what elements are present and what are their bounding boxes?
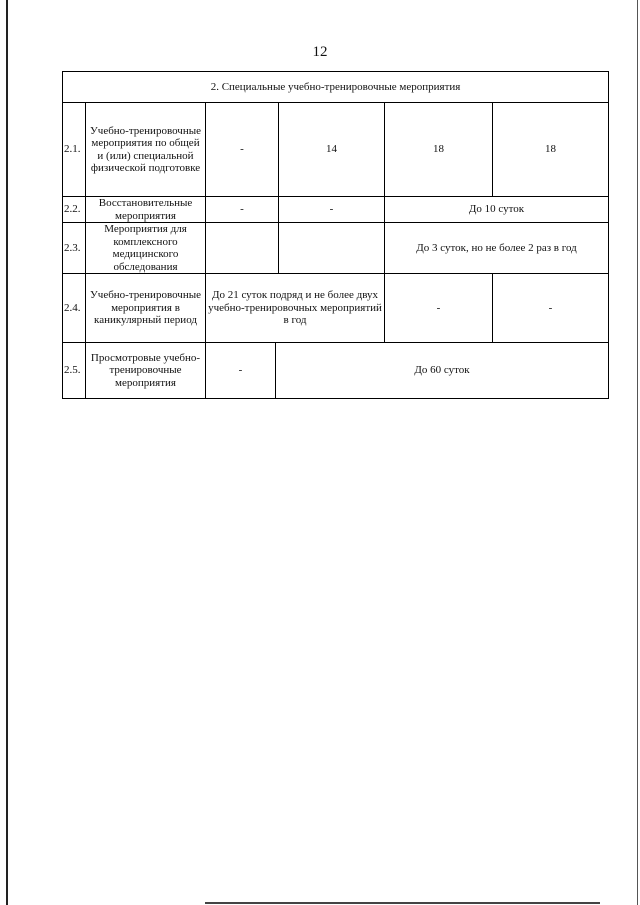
event-name: Мероприятия для комплексного медицинского обследования [86, 223, 206, 274]
training-events-table [62, 71, 609, 399]
table-cell: До 60 суток [276, 343, 609, 399]
section-header-row [63, 72, 609, 103]
row-number: 2.1. [63, 103, 86, 197]
table-cell: - [206, 343, 276, 399]
table-cell: До 21 суток подряд и не более двух учебно-тренировочных мероприятий в год [206, 274, 385, 343]
row-number: 2.3. [63, 223, 86, 274]
event-name: Учебно-тренировочные мероприятия в каникулярный период [86, 274, 206, 343]
table-cell: - [385, 274, 493, 343]
table-cell: 18 [385, 103, 493, 197]
table-cell: - [493, 274, 609, 343]
table-cell: - [206, 197, 279, 223]
page-number: 12 [312, 44, 328, 60]
table-cell: 18 [493, 103, 609, 197]
event-name: Просмотровые учебно-тренировочные мероприятия [86, 343, 206, 399]
table-cell: - [279, 197, 385, 223]
table-cell: До 3 суток, но не более 2 раз в год [385, 223, 609, 274]
scan-edge-right [637, 0, 638, 905]
table-row [63, 343, 609, 399]
row-number: 2.5. [63, 343, 86, 399]
table-row [63, 197, 609, 223]
event-name: Учебно-тренировочные мероприятия по общей и (или) специальной физической подготовке [86, 103, 206, 197]
row-number: 2.4. [63, 274, 86, 343]
table-row [63, 103, 609, 197]
table-cell [279, 223, 385, 274]
table-cell: 14 [279, 103, 385, 197]
table-cell: - [206, 103, 279, 197]
section-header: 2. Специальные учебно-тренировочные мероприятия [63, 72, 609, 103]
scan-edge-left [6, 0, 8, 905]
scan-edge-bottom [205, 902, 600, 904]
row-number: 2.2. [63, 197, 86, 223]
event-name: Восстановительные мероприятия [86, 197, 206, 223]
table-row [63, 274, 609, 343]
table-cell [206, 223, 279, 274]
table-row [63, 223, 609, 274]
table-cell: До 10 суток [385, 197, 609, 223]
